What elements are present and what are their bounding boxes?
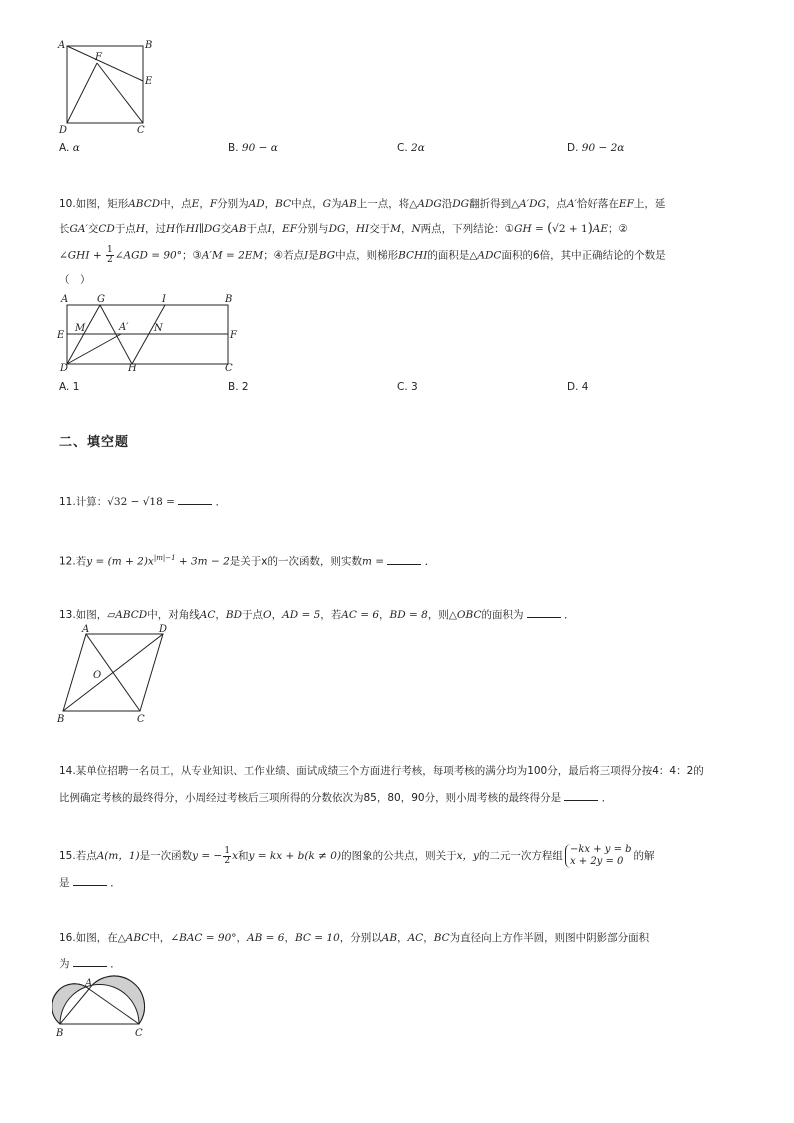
label-f: F	[230, 330, 237, 341]
q9-option-b[interactable]: B. 90 − α	[228, 142, 278, 154]
q10-answer-paren: （ ）	[59, 274, 91, 286]
section-title: 二、填空题	[59, 435, 130, 450]
q15-line-1: 15.若点A(m，1)是一次函数y = − $\frac{1}{2}$ x和y = kx + b(k ≠ 0)的图象的公共点，则关于x，y的二元一次方程组 −kx + y = b x + 2y = 0 的解	[59, 844, 655, 867]
label-a-prime: A′	[119, 322, 129, 333]
segment-fc	[97, 63, 143, 123]
segment-df	[67, 63, 97, 123]
q10-option-d[interactable]: D. 4	[567, 381, 589, 393]
q13: 13.如图，▱ABCD中，对角线AC，BD于点O，AD = 5，若AC = 6，BD = 8，则△OBC的面积为 ．	[59, 609, 575, 621]
q15-answer-blank[interactable]	[73, 875, 107, 886]
label-d: D	[59, 125, 68, 136]
diagonal-bd	[63, 634, 163, 711]
q9-option-a[interactable]: A. α	[59, 142, 80, 154]
label-c: C	[137, 714, 145, 725]
label-d: D	[60, 363, 69, 372]
label-o: O	[93, 670, 102, 681]
label-m: M	[75, 323, 86, 334]
label-b: B	[225, 294, 233, 305]
label-h: H	[128, 363, 137, 372]
q10-line-3: ∠GHI + $\frac{1}{2}$ ∠AGD = 90°；③A′M = 2EM；④若点I是BG中点，则梯形BCHI的面积是△ADC面积的6倍，其中正确结论的个数是	[59, 245, 666, 265]
q11-answer-blank[interactable]	[178, 494, 212, 505]
figure-q9	[55, 38, 155, 136]
square-abcd	[67, 46, 143, 123]
label-e: E	[57, 330, 65, 341]
label-i: I	[162, 294, 166, 305]
q10-line-1: 10.如图，矩形ABCD中，点E，F分别为AD，BC中点，G为AB上一点，将△ADG沿DG翻折得到△A′DG，点A′恰好落在EF上，延	[59, 198, 666, 210]
q10-option-a[interactable]: A. 1	[59, 381, 80, 393]
label-a: A	[82, 624, 90, 635]
q11: 11.计算：√32 − √18 = ．	[59, 496, 227, 508]
label-n: N	[154, 323, 163, 334]
label-b: B	[56, 1028, 64, 1039]
q15-line-2: 是 ．	[59, 877, 121, 889]
label-a: A	[85, 978, 93, 989]
q10-option-b[interactable]: B. 2	[228, 381, 249, 393]
q16-line-2: 为 ．	[59, 958, 121, 970]
figure-q13	[53, 624, 173, 728]
q9-option-d[interactable]: D. 90 − 2α	[567, 142, 625, 154]
q10-line-2: 长GA′交CD于点H，过H作HI∥DG交AB于点I，EF分别与DG，HI交于M，N两点，下列结论：①GH = (√2 + 1)AE；②	[59, 221, 628, 236]
figure-q10	[55, 290, 240, 372]
label-c: C	[135, 1028, 143, 1039]
label-a: A	[58, 40, 66, 51]
figure-q16	[52, 974, 172, 1042]
label-d: D	[159, 624, 168, 635]
label-b: B	[57, 714, 65, 725]
label-b: B	[145, 40, 153, 51]
label-a: A	[61, 294, 69, 305]
q9-option-c[interactable]: C. 2α	[397, 142, 425, 154]
q14-line-2: 比例确定考核的最终得分，小周经过考核后三项所得的分数依次为85，80，90分，则小周考核的最终得分是 ．	[59, 792, 613, 804]
q13-answer-blank[interactable]	[527, 607, 561, 618]
label-c: C	[137, 125, 145, 136]
q10-option-c[interactable]: C. 3	[397, 381, 418, 393]
q12-answer-blank[interactable]	[387, 554, 421, 565]
q14-line-1: 14.某单位招聘一名员工，从专业知识、工作业绩、面试成绩三个方面进行考核，每项考核的满分均为100分，最后将三项得分按4：4：2的	[59, 765, 704, 777]
segment-ae	[67, 46, 143, 81]
q16-line-1: 16.如图，在△ABC中，∠BAC = 90°，AB = 6，BC = 10，分别以AB，AC，BC为直径向上方作半圆，则图中阴影部分面积	[59, 932, 650, 944]
q12: 12.若$y = (m + 2)x^{|m|-1} + 3m - 2$是关于x的一次函数，则实数m = ．	[59, 554, 436, 568]
q16-answer-blank[interactable]	[73, 956, 107, 967]
label-g: G	[97, 294, 105, 305]
label-e: E	[145, 76, 153, 87]
label-c: C	[225, 363, 233, 372]
label-f: F	[95, 52, 102, 63]
q14-answer-blank[interactable]	[564, 790, 598, 801]
